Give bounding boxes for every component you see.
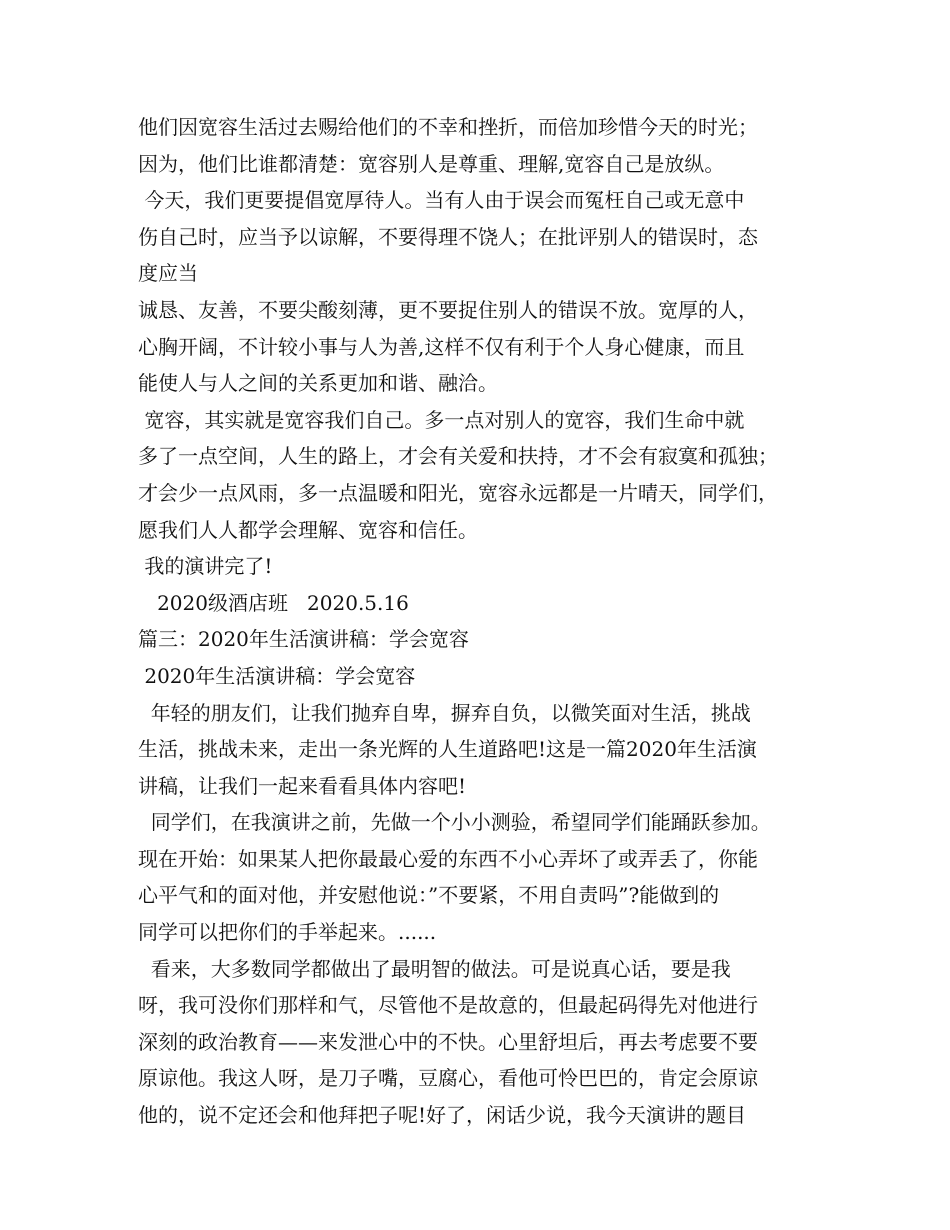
text-line: 心平气和的面对他，并安慰他说：”不要紧，不用自责吗”?能做到的 <box>138 883 720 908</box>
text-line: 愿我们人人都学会理解、宽容和信任。 <box>138 517 478 542</box>
document-body <box>138 109 838 1134</box>
text-line: 深刻的政治教育——来发泄心中的不快。心里舒坦后，再去考虑要不要 <box>138 1029 758 1054</box>
text-line: 宽容，其实就是宽容我们自己。多一点对别人的宽容，我们生命中就 <box>138 407 745 432</box>
text-line: 心胸开阔，不计较小事与人为善,这样不仅有利于个人身心健康，而且 <box>138 334 745 359</box>
text-line: 度应当 <box>138 261 198 286</box>
text-line: 看来，大多数同学都做出了最明智的做法。可是说真心话，要是我 <box>138 956 731 981</box>
text-line: 因为，他们比谁都清楚：宽容别人是尊重、理解,宽容自己是放纵。 <box>138 151 725 176</box>
text-line: 多了一点空间，人生的路上，才会有关爱和扶持，才不会有寂寞和孤独； <box>138 444 778 469</box>
text-line: 伤自己时，应当予以谅解，不要得理不饶人；在批评别人的错误时，态 <box>138 224 758 249</box>
text-line: 同学可以把你们的手举起来。...... <box>138 920 437 945</box>
text-line: 诚恳、友善，不要尖酸刻薄，更不要捉住别人的错误不放。宽厚的人， <box>138 297 758 322</box>
text-line: 生活，挑战未来，走出一条光辉的人生道路吧!这是一篇2020年生活演 <box>138 737 757 762</box>
text-line: 能使人与人之间的关系更加和谐、融洽。 <box>138 371 498 396</box>
text-line: 他们因宽容生活过去赐给他们的不幸和挫折，而倍加珍惜今天的时光； <box>138 115 758 139</box>
text-line: 原谅他。我这人呀，是刀子嘴，豆腐心，看他可怜巴巴的，肯定会原谅 <box>138 1066 758 1091</box>
closing-line: 我的演讲完了! <box>138 554 273 579</box>
text-line: 呀，我可没你们那样和气，尽管他不是故意的，但最起码得先对他进行 <box>138 993 758 1018</box>
signature-line: 2020级酒店班 2020.5.16 <box>138 590 409 615</box>
text-line: 他的，说不定还会和他拜把子呢!好了，闲话少说，我今天演讲的题目 <box>138 1103 747 1128</box>
section-heading: 篇三：2020年生活演讲稿：学会宽容 <box>138 627 469 652</box>
text-line: 同学们，在我演讲之前，先做一个小小测验，希望同学们能踊跃参加。 <box>138 810 771 835</box>
text-line: 讲稿，让我们一起来看看具体内容吧! <box>138 773 467 798</box>
text-line: 今天，我们更要提倡宽厚待人。当有人由于误会而冤枉自己或无意中 <box>138 188 745 213</box>
text-line: 才会少一点风雨，多一点温暖和阳光，宽容永远都是一片晴天，同学们， <box>138 480 778 505</box>
text-line: 年轻的朋友们，让我们抛弃自卑，摒弃自负，以微笑面对生活，挑战 <box>138 700 751 725</box>
text-line: 现在开始：如果某人把你最最心爱的东西不小心弄坏了或弄丢了，你能 <box>138 846 758 871</box>
section-title: 2020年生活演讲稿：学会宽容 <box>138 663 416 688</box>
